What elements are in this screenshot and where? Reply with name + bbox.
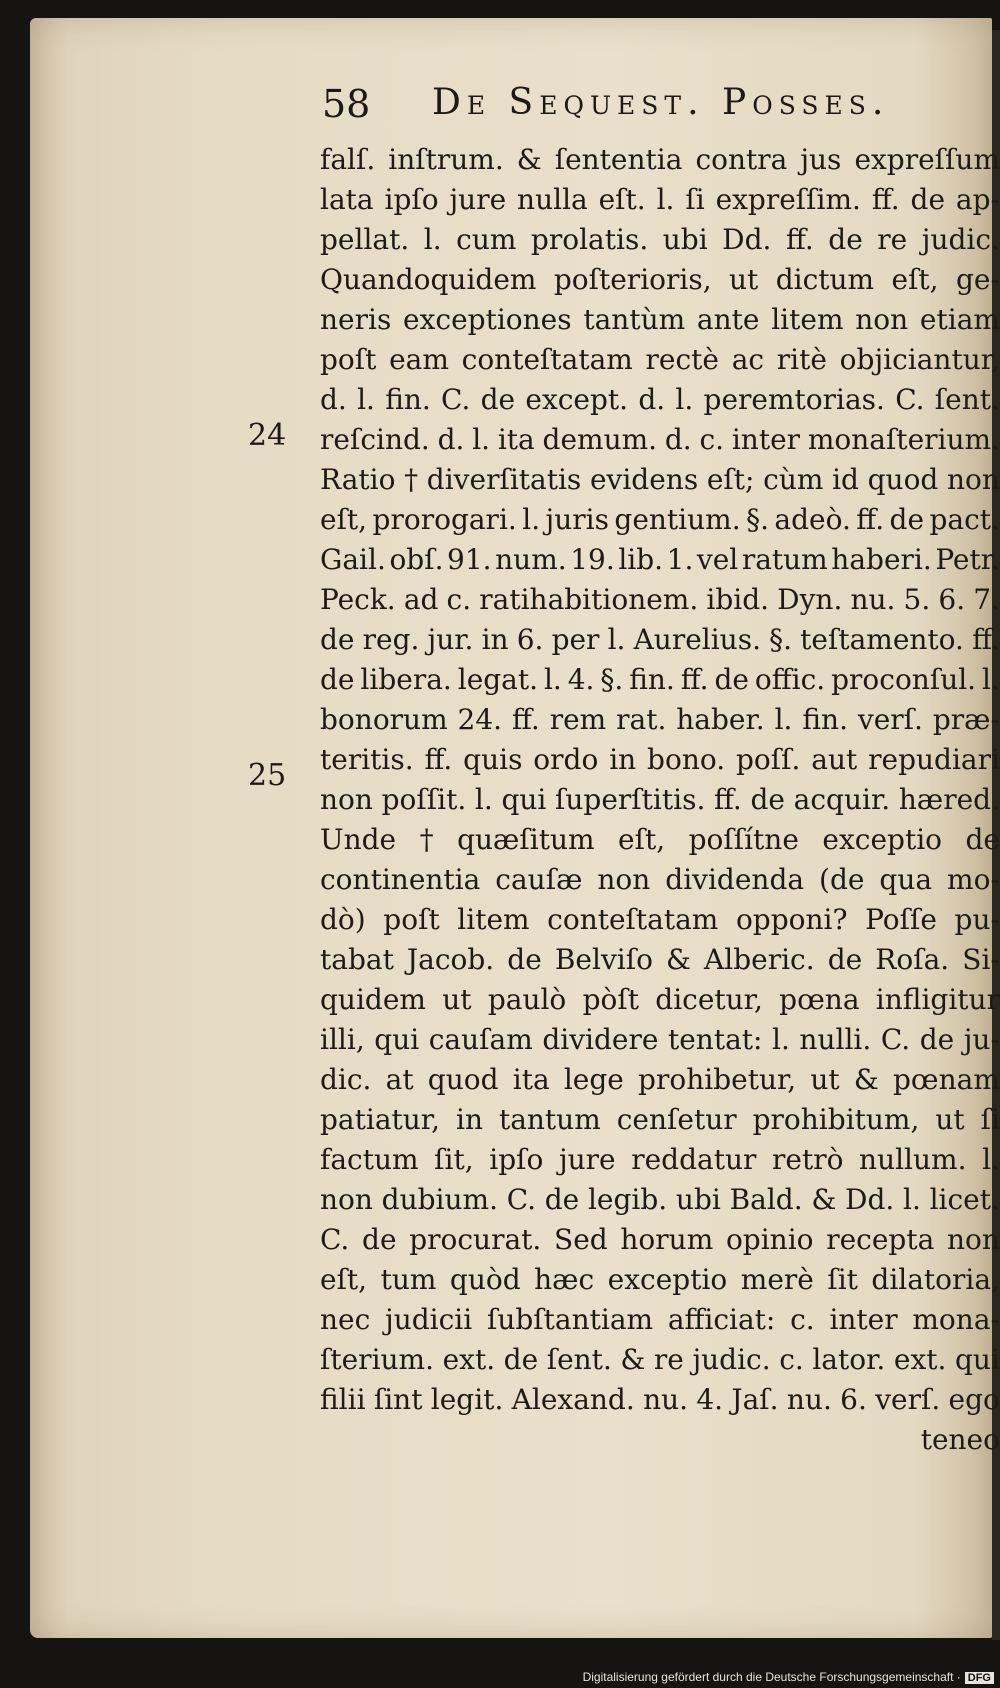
text-line: nec judicii ſubſtantiam afficiat: c. inter mona- — [320, 1303, 1000, 1336]
text-line: factum ſit, ipſo jure reddatur retrò nullum. l. — [320, 1143, 1000, 1176]
text-line: teritis. ff. quis ordo in bono. poſſ. aut repudiari — [320, 743, 1000, 776]
text-line: lata ipſo jure nulla eſt. l. ſi expreſſim. ff. de ap- — [320, 183, 1000, 216]
digitization-credit — [583, 1670, 994, 1684]
text-line: filii ſint legit. Alexand. nu. 4. Jaſ. nu. 6. verſ. ego — [320, 1383, 1000, 1416]
text-line: bonorum 24. ff. rem rat. haber. l. fin. verſ. præ- — [320, 703, 1000, 736]
text-line: tabat Jacob. de Belviſo & Alberic. de Roſa. Si- — [320, 943, 1000, 976]
text-line: dic. at quod ita lege prohibetur, ut & pœnam — [320, 1063, 1000, 1096]
text-line: poſt eam conteſtatam rectè ac ritè objiciantur, — [320, 343, 1000, 376]
text-line: d. l. fin. C. de except. d. l. peremtorias. C. ſent. — [320, 383, 1000, 416]
catchword: teneo — [920, 1423, 1000, 1456]
text-line: de libera. legat. l. 4. §. fin. ff. de offic. proconſul. l. — [320, 663, 1000, 696]
text-line: Peck. ad c. ratihabitionem. ibid. Dyn. nu. 5. 6. 7. — [320, 583, 1000, 616]
running-title: De Sequest. Posses. — [432, 82, 890, 123]
dfg-logo-icon: DFG — [965, 1672, 994, 1684]
text-line: C. de procurat. Sed horum opinio recepta non — [320, 1223, 1000, 1256]
page-header — [322, 78, 1000, 138]
text-line: ſterium. ext. de ſent. & re judic. c. lator. ext. qui — [320, 1343, 1000, 1376]
text-line: non poſſit. l. qui ſuperſtitis. ff. de acquir. hæred. — [320, 783, 1000, 816]
margin-number-25: 25 — [248, 758, 287, 793]
credit-text: Digitalisierung gefördert durch die Deutsche Forschungsgemeinschaft · — [582, 1670, 961, 1684]
text-line: Unde † quæſitum eſt, poſſítne exceptio de — [320, 823, 1000, 856]
text-line: Ratio † diverſitatis evidens eſt; cùm id quod non — [320, 463, 1000, 496]
text-line: eſt, tum quòd hæc exceptio merè ſit dilatoria, — [320, 1263, 1000, 1296]
text-line: de reg. jur. in 6. per l. Aurelius. §. teſtamento. ff. — [320, 623, 1000, 656]
text-line: illi, qui cauſam dividere tentat: l. nulli. C. de ju- — [320, 1023, 1000, 1056]
text-line: pellat. l. cum prolatis. ubi Dd. ff. de re judic. — [320, 223, 1000, 256]
text-line: non dubium. C. de legib. ubi Bald. & Dd. l. licet. — [320, 1183, 1000, 1216]
text-line: eſt, prorogari. l. juris gentium. §. adeò. ff. de pact. — [320, 503, 1000, 536]
text-line: neris exceptiones tantùm ante litem non etiam — [320, 303, 1000, 336]
text-line: Quandoquidem poſterioris, ut dictum eſt, ge- — [320, 263, 1000, 296]
body-text — [320, 140, 1000, 1460]
page-number: 58 — [322, 82, 371, 126]
text-line: Gail. obſ. 91. num. 19. lib. 1. vel ratum haberi. Petr. — [320, 543, 1000, 576]
text-line: reſcind. d. l. ita demum. d. c. inter monaſterium. — [320, 423, 1000, 456]
text-line: dò) poſt litem conteſtatam opponi? Poſſe pu- — [320, 903, 1000, 936]
text-line: falſ. inſtrum. & ſententia contra jus expreſſum — [320, 143, 1000, 176]
margin-number-24: 24 — [248, 418, 287, 453]
text-line: quidem ut paulò pòſt dicetur, pœna infligitur — [320, 983, 1000, 1016]
text-line: patiatur, in tantum cenſetur prohibitum, ut ſi — [320, 1103, 1000, 1136]
text-line: continentia cauſæ non dividenda (de qua mo- — [320, 863, 1000, 896]
